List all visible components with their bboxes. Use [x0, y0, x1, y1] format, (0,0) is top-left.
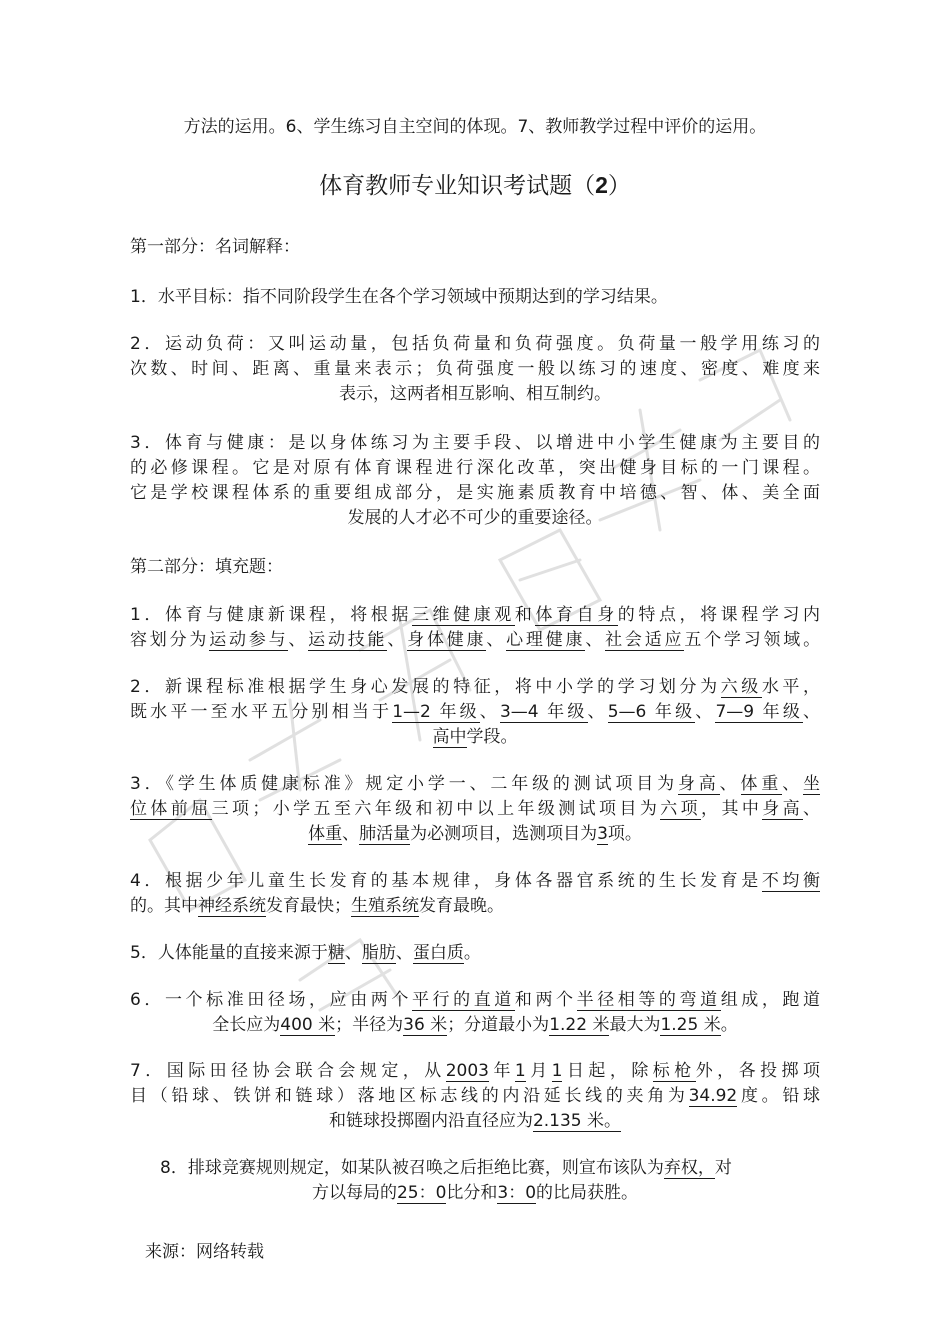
- q6-line-1: 6．一个标准田径场，应由两个平行的直道和两个半径相等的弯道组成，跑道: [130, 990, 821, 1010]
- answer-blank: 标枪: [652, 1061, 696, 1081]
- answer-blank: 坐: [803, 774, 821, 794]
- answer-blank: 3: [597, 824, 608, 844]
- answer-blank: 36 米: [403, 1015, 448, 1035]
- term-3-line-1: 3．体育与健康：是以身体练习为主要手段、以增进中小学生健康为主要目的: [130, 433, 820, 453]
- answer-blank: 脂肪: [361, 943, 396, 963]
- answer-blank: 六项: [660, 799, 702, 819]
- part1-heading: 第一部分：名词解释：: [130, 237, 300, 257]
- answer-blank: 1.22 米: [549, 1015, 610, 1035]
- answer-blank: 肺活量: [359, 824, 411, 844]
- answer-blank: 位体前屈: [130, 799, 212, 819]
- answer-blank: 34.92: [688, 1086, 738, 1106]
- q5-line-1: 5．人体能量的直接来源于糖、脂肪、蛋白质。: [130, 943, 481, 963]
- q6-line-2: 全长应为400 米；半径为36 米；分道最小为1.22 米最大为1.25 米。: [212, 1015, 738, 1035]
- term-1: 1．水平目标：指不同阶段学生在各个学习领域中预期达到的学习结果。: [130, 287, 668, 307]
- q3-line-2: 位体前屈三项；小学五至六年级和初中以上年级测试项目为六项，其中身高、: [130, 799, 821, 819]
- answer-blank: 体重: [308, 824, 343, 844]
- q2-line-2: 既水平一至水平五分别相当于1—2 年级、3—4 年级、5—6 年级、7—9 年级、: [130, 702, 820, 722]
- answer-blank: 400 米: [280, 1015, 336, 1035]
- answer-blank: 1.25 米: [660, 1015, 721, 1035]
- answer-blank: 蛋白质: [412, 943, 464, 963]
- answer-blank: 弃权，: [663, 1158, 715, 1178]
- answer-blank: 身体健康: [407, 630, 487, 650]
- q3-line-3: 体重、肺活量为必测项目，选测项目为3项。: [308, 824, 642, 844]
- q4-line-1: 4．根据少年儿童生长发育的基本规律，身体各器官系统的生长发育是不均衡: [130, 871, 820, 891]
- answer-blank: 1—2 年级: [392, 702, 480, 722]
- term-2-line-2: 次数、时间、距离、重量来表示；负荷强度一般以练习的速度、密度、难度来: [130, 359, 820, 379]
- answer-blank: 3—4 年级: [499, 702, 588, 722]
- answer-blank: 不均衡: [761, 871, 820, 891]
- top-line: 方法的运用。6、学生练习自主空间的体现。7、教师教学过程中评价的运用。: [183, 117, 767, 137]
- answer-blank: 运动技能: [308, 630, 388, 650]
- term-2-line-3: 表示，这两者相互影响、相互制约。: [339, 384, 611, 404]
- q7-line-3: 和链球投掷圈内沿直径应为2.135 米。: [328, 1111, 622, 1131]
- q4-line-2: 的。其中神经系统发育最快；生殖系统发育最晚。: [130, 896, 504, 916]
- term-3-line-3: 它是学校课程体系的重要组成部分，是实施素质教育中培德、智、体、美全面: [130, 483, 820, 503]
- term-2-line-1: 2．运动负荷：又叫运动量，包括负荷量和负荷强度。负荷量一般学用练习的: [130, 334, 820, 354]
- part2-heading: 第二部分：填充题：: [130, 557, 283, 577]
- answer-blank: 高中: [432, 727, 467, 747]
- source-note: 来源：网络转载: [145, 1242, 264, 1262]
- answer-blank: 心理健康: [506, 630, 586, 650]
- answer-blank: 体重: [740, 774, 783, 794]
- answer-blank: 体育自身: [535, 605, 618, 625]
- q2-line-1: 2．新课程标准根据学生身心发展的特征，将中小学的学习划分为六级水平，: [130, 677, 821, 697]
- answer-blank: 半径相等的弯道: [576, 990, 721, 1010]
- answer-blank: 身高: [677, 774, 720, 794]
- answer-blank: 5—6 年级: [607, 702, 696, 722]
- term-3-line-4: 发展的人才必不可少的重要途径。: [347, 508, 603, 528]
- q1-line-1: 1．体育与健康新课程，将根据三维健康观和体育自身的特点，将课程学习内: [130, 605, 821, 625]
- answer-blank: 1: [514, 1061, 526, 1081]
- answer-blank: 25：0: [396, 1183, 447, 1203]
- page-title: 体育教师专业知识考试题（2）: [319, 172, 631, 199]
- answer-blank: 神经系统: [198, 896, 266, 916]
- term-3-line-2: 的必修课程。它是对原有体育课程进行深化改革，突出健身目标的一门课程。: [130, 458, 820, 478]
- q2-line-3: 高中学段。: [432, 727, 518, 747]
- answer-blank: 3：0: [497, 1183, 537, 1203]
- answer-blank: 平行的直道: [411, 990, 515, 1010]
- answer-blank: 生殖系统: [351, 896, 419, 916]
- answer-blank: 运动参与: [209, 630, 289, 650]
- q7-line-2: 目（铅球、铁饼和链球）落地区标志线的内沿延长线的夹角为34.92度。铅球: [130, 1086, 821, 1106]
- q3-line-1: 3．《学生体质健康标准》规定小学一、二年级的测试项目为身高、体重、坐: [130, 774, 821, 794]
- answer-blank: 身高: [762, 799, 804, 819]
- answer-blank: 1: [551, 1061, 563, 1081]
- answer-blank: 2.135 米。: [532, 1111, 622, 1131]
- answer-blank: 六级: [720, 677, 762, 697]
- q8-line-2: 方以每局的25：0比分和3：0的比局获胜。: [311, 1183, 639, 1203]
- answer-blank: 社会适应: [605, 630, 685, 650]
- q1-line-2: 容划分为运动参与、运动技能、身体健康、心理健康、社会适应五个学习领域。: [130, 630, 821, 650]
- answer-blank: 7—9 年级: [715, 702, 803, 722]
- q7-line-1: 7．国际田径协会联合会规定，从2003年1月1日起，除标枪外，各投掷项: [130, 1061, 821, 1081]
- answer-blank: 2003: [445, 1061, 489, 1081]
- answer-blank: 三维健康观: [411, 605, 515, 625]
- q8-line-1: 8．排球竞赛规则规定，如某队被召唤之后拒绝比赛，则宣布该队为弃权，对: [160, 1158, 732, 1178]
- answer-blank: 糖: [327, 943, 345, 963]
